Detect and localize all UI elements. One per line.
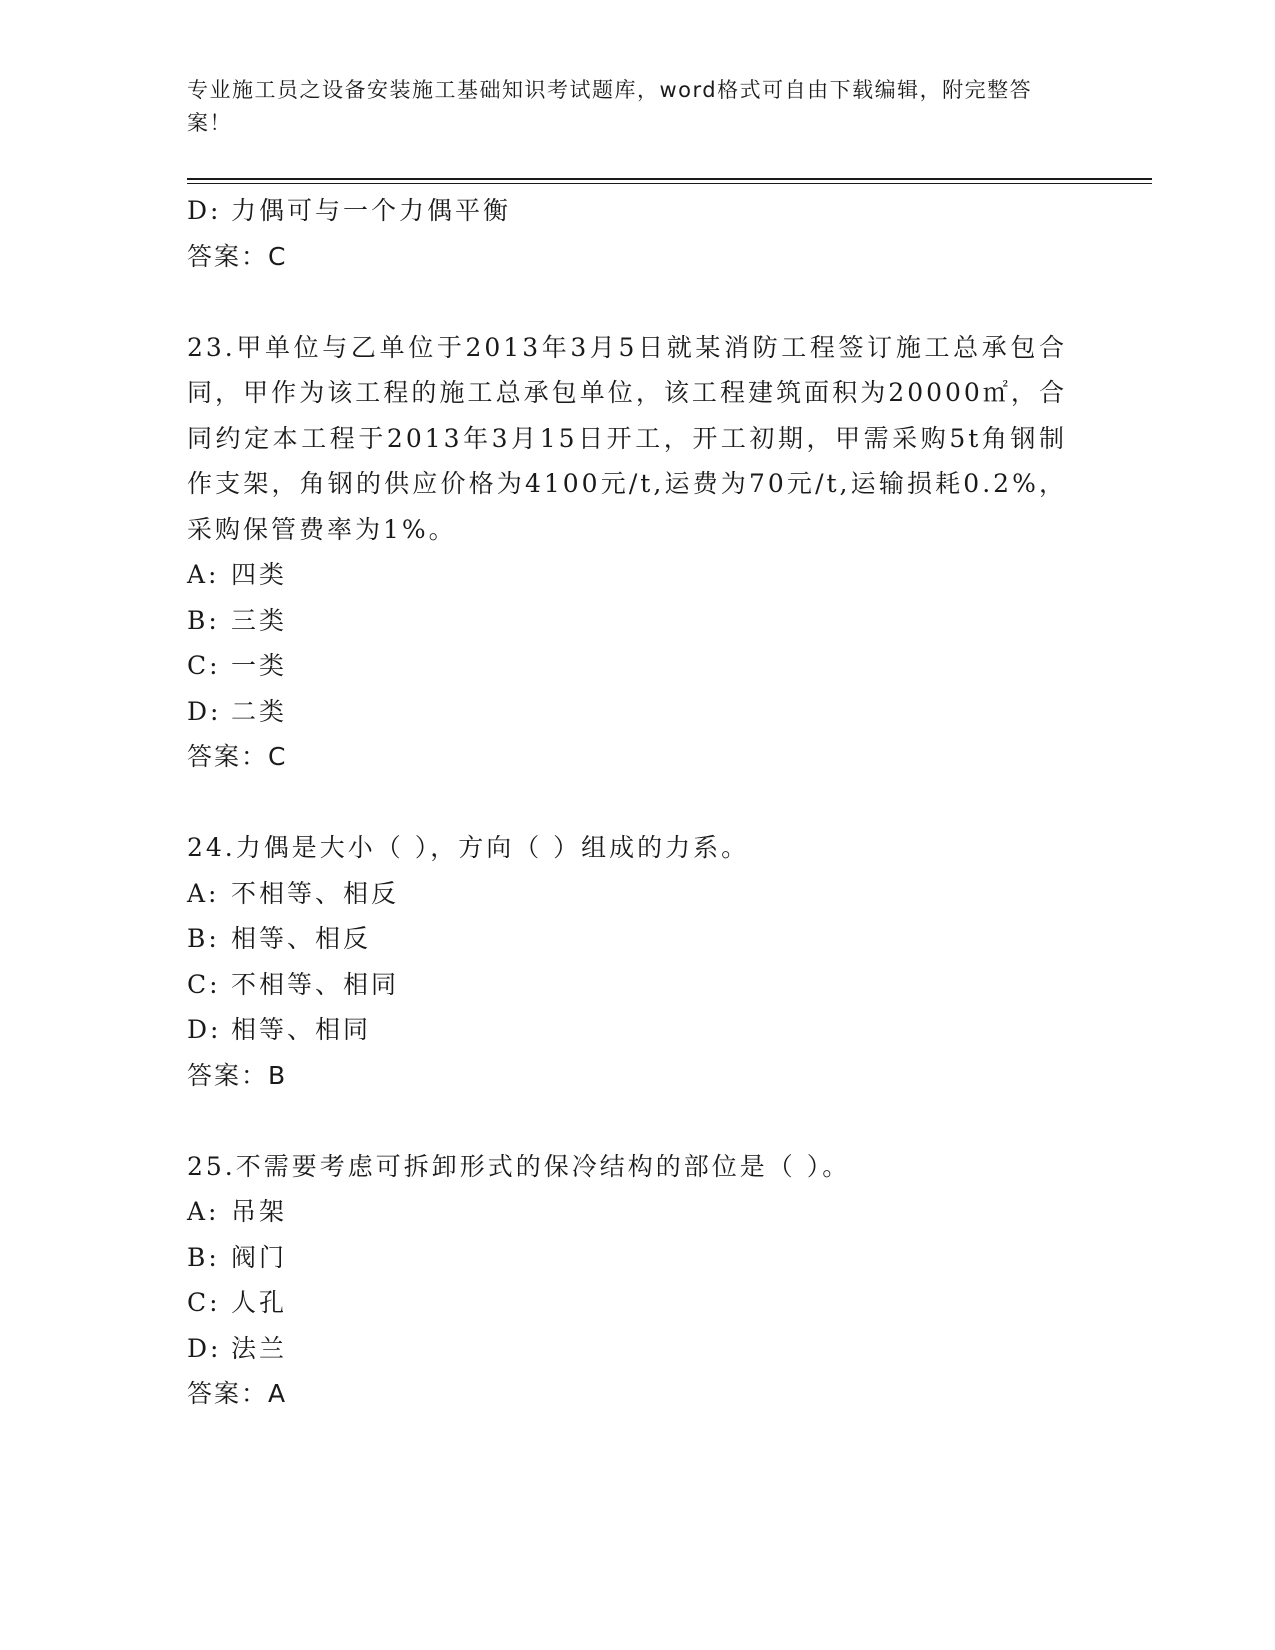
- option-text: 不相等、相同: [231, 969, 400, 999]
- option-text: 阀门: [231, 1242, 288, 1272]
- option-text: 相等、相同: [231, 1015, 372, 1044]
- option-label: C:: [187, 1288, 221, 1317]
- option-a: [187, 552, 1087, 598]
- option-c: [187, 643, 1087, 689]
- question-stem: 23.甲单位与乙单位于2013年3月5日就某消防工程签订施工总承包合同，甲作为该工程的施工总承包单位，该工程建筑面积为20000㎡，合同约定本工程于2013年3月15日开工，开工初期，甲需采购5t角钢制作支架，角钢的供应价格为4100元/t,运费为70元/t,运输损耗0.2%，采购保管费率为1%。: [187, 332, 1067, 544]
- option-label: C:: [187, 651, 221, 680]
- option-c: [187, 1280, 1087, 1326]
- option-label: D:: [187, 1015, 222, 1044]
- option-d: [187, 188, 1087, 234]
- document-header: 专业施工员之设备安装施工基础知识考试题库，word格式可自由下载编辑，附完整答案！: [187, 78, 1033, 135]
- document-content: [187, 188, 1087, 1417]
- option-text: 相等、相反: [231, 924, 372, 953]
- option-label: D:: [187, 696, 222, 726]
- question-stem: 24.力偶是大小（ ），方向（ ）组成的力系。: [187, 833, 750, 862]
- option-label: A:: [187, 560, 220, 589]
- option-a: [187, 871, 1087, 917]
- option-d: [187, 1326, 1087, 1372]
- question-23: [187, 325, 1087, 780]
- option-label: A:: [187, 878, 220, 908]
- option-b: [187, 598, 1087, 644]
- answer-line: 答案：A: [187, 1379, 288, 1408]
- option-label: B:: [187, 1242, 220, 1272]
- question-stem: 25.不需要考虑可拆卸形式的保冷结构的部位是（ ）。: [187, 1151, 851, 1181]
- option-b: [187, 1235, 1087, 1281]
- answer-line: 答案：C: [187, 742, 288, 771]
- header-divider-thin: [187, 183, 1152, 184]
- option-text: 不相等、相反: [231, 878, 400, 908]
- option-text: 三类: [231, 605, 288, 635]
- option-d: [187, 689, 1087, 735]
- question-24: [187, 825, 1087, 1098]
- header-divider-thick: [187, 178, 1152, 180]
- option-text: 二类: [231, 696, 288, 726]
- option-b: [187, 916, 1087, 962]
- option-label: D:: [187, 196, 222, 225]
- question-25: [187, 1144, 1087, 1417]
- option-text: 人孔: [231, 1288, 288, 1317]
- option-text: 法兰: [231, 1333, 288, 1363]
- option-text: 吊架: [231, 1197, 288, 1226]
- option-label: C:: [187, 969, 221, 999]
- option-c: [187, 962, 1087, 1008]
- option-text: 力偶可与一个力偶平衡: [231, 196, 512, 225]
- option-label: A:: [187, 1197, 220, 1226]
- option-text: 一类: [231, 651, 288, 680]
- option-label: B:: [187, 924, 220, 953]
- option-label: D:: [187, 1333, 222, 1363]
- answer-line: 答案：B: [187, 1060, 288, 1090]
- option-d: [187, 1007, 1087, 1053]
- answer-line: 答案：C: [187, 241, 288, 271]
- option-label: B:: [187, 605, 220, 635]
- option-a: [187, 1189, 1087, 1235]
- option-text: 四类: [231, 560, 288, 589]
- prev-question-block: [187, 188, 1087, 279]
